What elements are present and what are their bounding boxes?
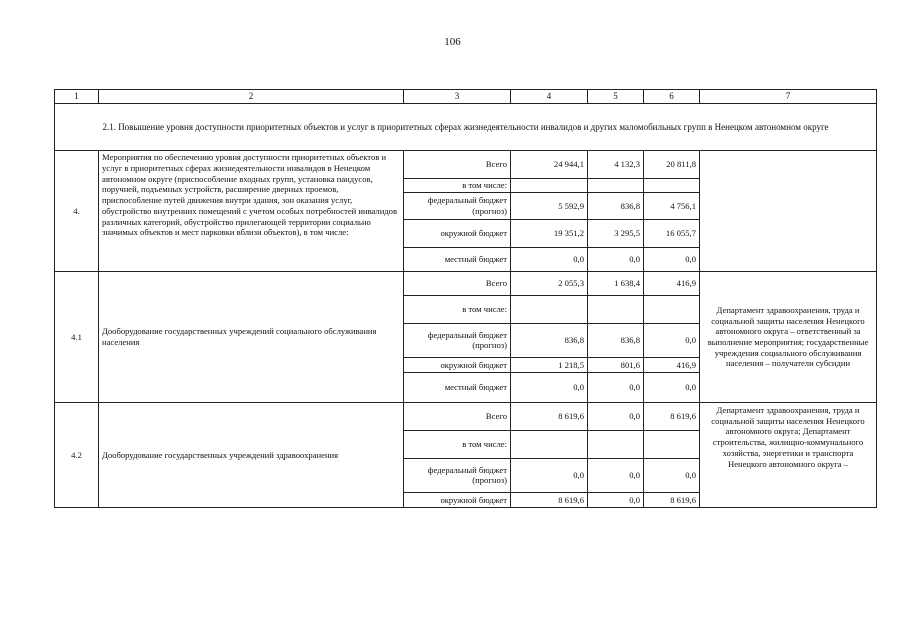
section-title: 2.1. Повышение уровня доступности приоритетных объектов и услуг в приоритетных сферах жизнедеятельности инвалидов и других маломобильных групп в Ненецком автономном округе xyxy=(55,104,877,151)
executor-cell: Департамент здравоохранения, труда и социальной защиты населения Ненецкого автономного округа; Департамент строительства, жилищно-коммунального хозяйства, энергетики и транспорта Ненецкого автономного округа – xyxy=(700,402,877,507)
funding-source: Всего xyxy=(404,402,511,430)
value-cell: 16 055,7 xyxy=(644,219,700,247)
executor-cell: Департамент здравоохранения, труда и социальной защиты населения Ненецкого автономного округа – ответственный за выполнение мероприятия; государственные учреждения социального обслуживания населения – получатели субсидии xyxy=(700,271,877,402)
funding-source: окружной бюджет xyxy=(404,492,511,507)
funding-source: в том числе: xyxy=(404,430,511,458)
value-cell xyxy=(511,179,588,193)
funding-source: Всего xyxy=(404,271,511,295)
header-cell: 5 xyxy=(588,90,644,104)
value-cell: 416,9 xyxy=(644,271,700,295)
item-number: 4. xyxy=(55,151,99,272)
value-cell xyxy=(588,430,644,458)
table-row xyxy=(55,402,877,430)
value-cell: 0,0 xyxy=(588,492,644,507)
table-row xyxy=(55,271,877,295)
value-cell xyxy=(644,179,700,193)
table-row xyxy=(55,151,877,179)
value-cell: 4 132,3 xyxy=(588,151,644,179)
section-row xyxy=(55,104,877,151)
value-cell: 0,0 xyxy=(511,458,588,492)
value-cell xyxy=(511,430,588,458)
value-cell xyxy=(644,295,700,323)
value-cell: 2 055,3 xyxy=(511,271,588,295)
value-cell: 0,0 xyxy=(644,458,700,492)
funding-source: в том числе: xyxy=(404,295,511,323)
funding-source: окружной бюджет xyxy=(404,219,511,247)
page-number: 106 xyxy=(444,36,461,48)
value-cell: 8 619,6 xyxy=(511,402,588,430)
value-cell xyxy=(511,295,588,323)
value-cell xyxy=(644,430,700,458)
value-cell: 20 811,8 xyxy=(644,151,700,179)
header-cell: 4 xyxy=(511,90,588,104)
funding-source: окружной бюджет xyxy=(404,357,511,372)
value-cell: 0,0 xyxy=(644,247,700,271)
header-cell: 7 xyxy=(700,90,877,104)
value-cell: 0,0 xyxy=(588,247,644,271)
funding-source: федеральный бюджет (прогноз) xyxy=(404,458,511,492)
funding-source: в том числе: xyxy=(404,179,511,193)
header-cell: 1 xyxy=(55,90,99,104)
header-cell: 6 xyxy=(644,90,700,104)
funding-source: местный бюджет xyxy=(404,247,511,271)
item-description: Мероприятия по обеспечению уровня доступности приоритетных объектов и услуг в приоритетных сферах жизнедеятельности инвалидов в Ненецком автономном округе (приспособление входных групп, установка пандусов, поручней, подъемных устройств, расширение дверных проемов, приспособление путей движения внутри здания, зон оказания услуг, обустройство внутренних помещений с учетом особых потребностей инвалидов различных категорий, обустройство прилегающей территории социально значимых объектов и мест парковки вблизи объектов), в том числе: xyxy=(99,151,404,272)
item-number: 4.2 xyxy=(55,402,99,507)
value-cell xyxy=(588,179,644,193)
value-cell: 0,0 xyxy=(644,323,700,357)
value-cell: 8 619,6 xyxy=(644,492,700,507)
item-description: Дооборудование государственных учреждений социального обслуживания населения xyxy=(99,271,404,402)
value-cell: 0,0 xyxy=(588,402,644,430)
header-row xyxy=(55,90,877,104)
value-cell: 0,0 xyxy=(588,458,644,492)
item-number: 4.1 xyxy=(55,271,99,402)
value-cell: 0,0 xyxy=(644,372,700,402)
value-cell: 0,0 xyxy=(588,372,644,402)
value-cell: 3 295,5 xyxy=(588,219,644,247)
value-cell: 5 592,9 xyxy=(511,192,588,219)
program-table xyxy=(54,89,877,508)
header-cell: 2 xyxy=(99,90,404,104)
funding-source: федеральный бюджет (прогноз) xyxy=(404,192,511,219)
value-cell: 836,8 xyxy=(588,192,644,219)
value-cell: 0,0 xyxy=(511,247,588,271)
executor-cell xyxy=(700,151,877,272)
value-cell: 416,9 xyxy=(644,357,700,372)
value-cell: 8 619,6 xyxy=(511,492,588,507)
funding-source: федеральный бюджет (прогноз) xyxy=(404,323,511,357)
value-cell: 4 756,1 xyxy=(644,192,700,219)
value-cell: 836,8 xyxy=(511,323,588,357)
value-cell: 1 218,5 xyxy=(511,357,588,372)
value-cell: 1 638,4 xyxy=(588,271,644,295)
value-cell xyxy=(588,295,644,323)
value-cell: 19 351,2 xyxy=(511,219,588,247)
value-cell: 0,0 xyxy=(511,372,588,402)
value-cell: 24 944,1 xyxy=(511,151,588,179)
funding-source: Всего xyxy=(404,151,511,179)
value-cell: 8 619,6 xyxy=(644,402,700,430)
header-cell: 3 xyxy=(404,90,511,104)
value-cell: 836,8 xyxy=(588,323,644,357)
item-description: Дооборудование государственных учреждений здравоохранения xyxy=(99,402,404,507)
funding-source: местный бюджет xyxy=(404,372,511,402)
value-cell: 801,6 xyxy=(588,357,644,372)
